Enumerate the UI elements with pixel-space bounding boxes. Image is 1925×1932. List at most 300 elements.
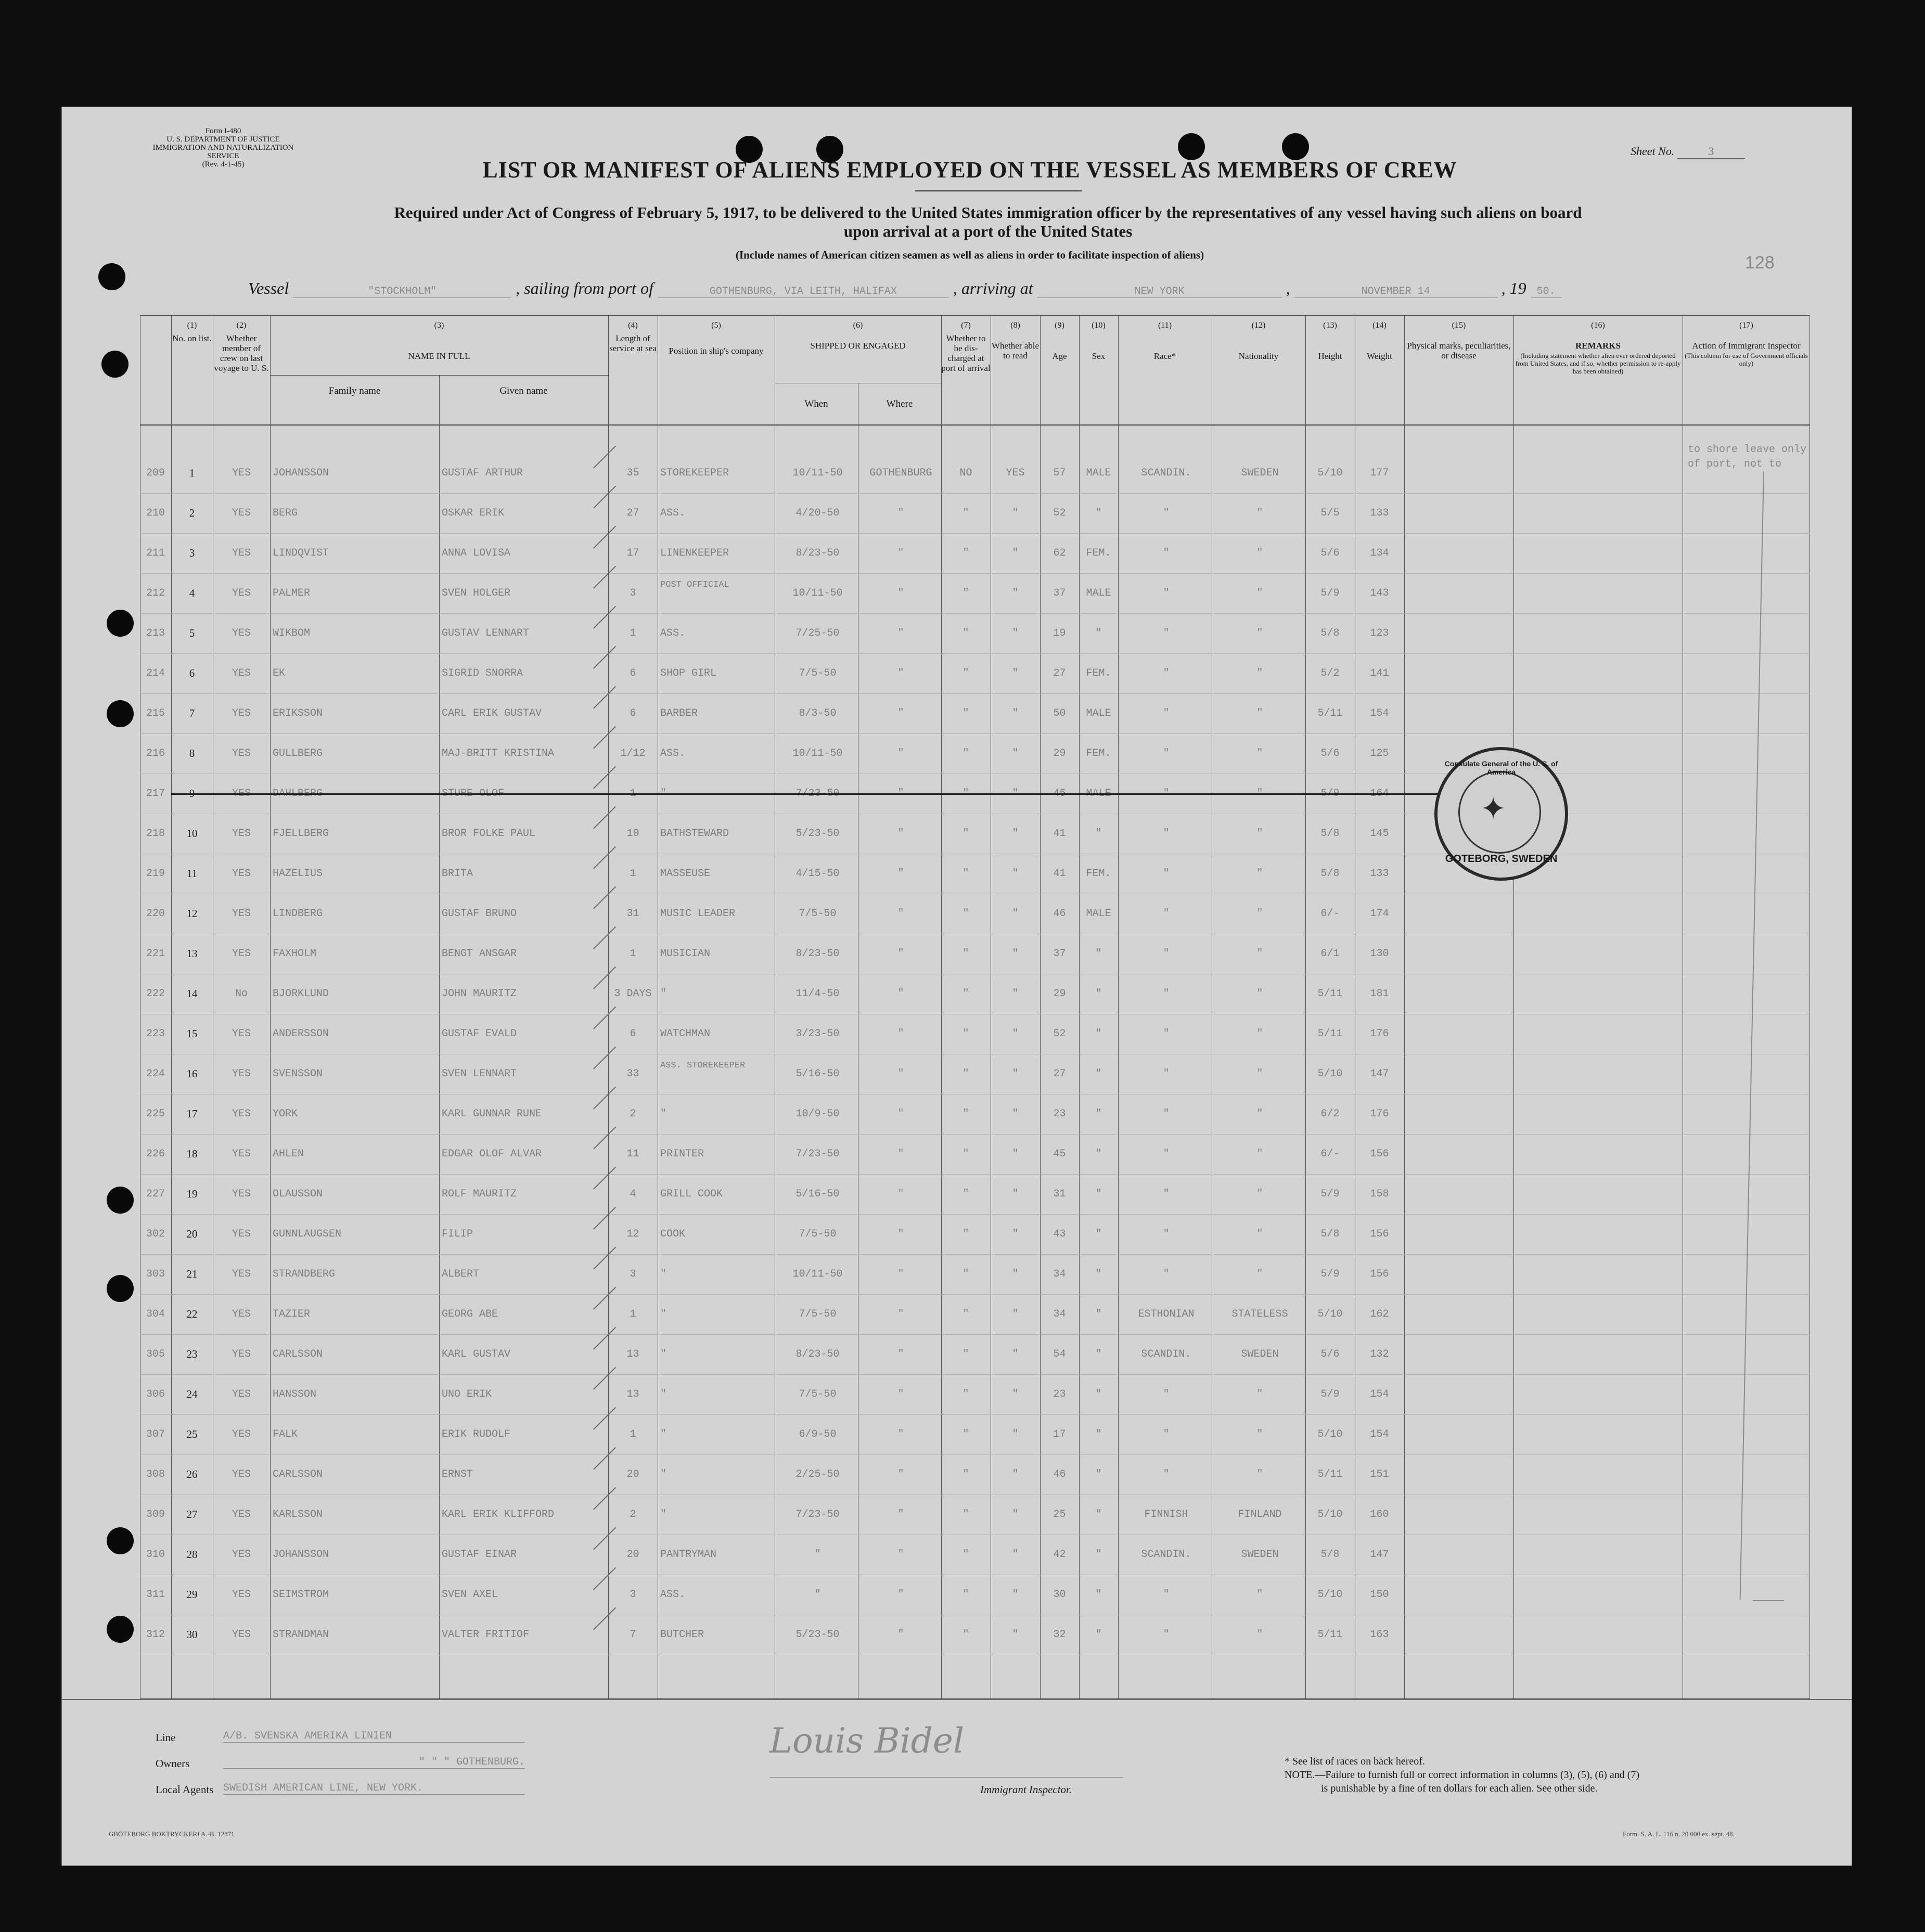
cell-when: 8/23-50 [795, 948, 840, 960]
column-header-age [1040, 315, 1080, 424]
sheet-number-label: Sheet No. [1631, 145, 1675, 158]
cell-family: FAXHOLM [273, 948, 317, 960]
cell-weight: 134 [1370, 547, 1389, 559]
cell-nat: " [1256, 1469, 1263, 1480]
cell-weight: 154 [1370, 1388, 1389, 1400]
column-header-physical [1404, 315, 1514, 424]
column-header-height [1305, 315, 1355, 424]
cell-where: " [897, 507, 904, 519]
cell-service: 1/12 [620, 748, 646, 759]
column-header-race [1118, 315, 1212, 424]
form-code: Form. S. A. L. 116 n. 20 000 ex. sept. 48. [1623, 1830, 1735, 1838]
cell-height: 5/8 [1320, 828, 1340, 840]
cell-nat: " [1256, 908, 1263, 920]
cell-prev: YES [232, 707, 251, 719]
cell-sex: FEM. [1086, 667, 1111, 679]
cell-race: " [1163, 1148, 1170, 1160]
cell-where: " [897, 1509, 904, 1521]
cell-where: " [897, 1348, 904, 1360]
cell-given: MAJ-BRITT KRISTINA [442, 748, 555, 759]
table-row [140, 613, 1810, 654]
cell-age: 54 [1053, 1348, 1066, 1360]
cell-service: 1 [630, 1428, 636, 1440]
column-number: (1) [187, 321, 197, 330]
cell-disch: " [962, 1549, 969, 1561]
cell-when: 3/23-50 [795, 1028, 840, 1040]
requirement-line-2: upon arrival at a port of the United States [843, 222, 1133, 240]
cell-when: 6/9-50 [799, 1428, 837, 1440]
cell-disch: " [962, 1388, 969, 1400]
cell-prev: YES [232, 507, 251, 519]
cell-height: 5/10 [1317, 1428, 1343, 1440]
cell-code: 212 [146, 587, 165, 599]
table-row [140, 894, 1810, 934]
cell-when: 11/4-50 [795, 988, 840, 1000]
cell-race: " [1163, 1469, 1170, 1480]
cell-disch: " [962, 1469, 969, 1480]
cell-sex: " [1095, 1308, 1102, 1320]
cell-code: 306 [146, 1388, 165, 1400]
cell-where: " [897, 1068, 904, 1080]
cell-where: " [897, 1148, 904, 1160]
cell-disch: " [962, 948, 969, 960]
cell-weight: 158 [1370, 1188, 1389, 1200]
cell-where: " [897, 908, 904, 920]
cell-height: 5/10 [1317, 1589, 1343, 1601]
cell-disch: " [962, 1108, 969, 1120]
cell-code: 304 [146, 1308, 165, 1320]
cell-nat: " [1256, 868, 1263, 880]
service-name: IMMIGRATION AND NATURALIZATION SERVICE [152, 144, 294, 160]
column-label: Whether able to read [991, 341, 1040, 360]
table-row [140, 1014, 1810, 1054]
cell-position: ASS. [660, 507, 686, 519]
column-number: (11) [1158, 321, 1172, 330]
cell-given: CARL ERIK GUSTAV [442, 707, 542, 719]
cell-position: " [660, 788, 667, 800]
cell-race: " [1163, 1068, 1170, 1080]
agents-value: SWEDISH AMERICAN LINE, NEW YORK. [223, 1782, 525, 1795]
cell-disch: " [962, 1068, 969, 1080]
cell-read: " [1012, 788, 1019, 800]
cell-where: " [897, 828, 904, 840]
cell-service: 31 [626, 908, 639, 920]
table-row [140, 533, 1810, 574]
cell-weight: 156 [1370, 1148, 1389, 1160]
cell-age: 41 [1053, 828, 1066, 840]
cell-age: 52 [1053, 507, 1066, 519]
form-revision: (Rev. 4-1-45) [202, 160, 245, 169]
cell-sex: " [1095, 828, 1102, 840]
cell-nat: " [1256, 627, 1263, 639]
cell-service: 2 [630, 1108, 636, 1120]
cell-prev: YES [232, 868, 251, 880]
cell-age: 30 [1053, 1589, 1066, 1601]
cell-age: 42 [1053, 1549, 1066, 1561]
cell-sex: " [1095, 1068, 1102, 1080]
cell-where: " [897, 1308, 904, 1320]
cell-no: 16 [186, 1067, 198, 1080]
table-row [140, 1575, 1810, 1615]
cell-nat: " [1256, 1068, 1263, 1080]
cell-position: COOK [660, 1228, 686, 1240]
cell-service: 1 [630, 868, 636, 880]
column-label: No. on list. [172, 333, 212, 343]
cell-race: " [1163, 748, 1170, 759]
column-header-service [608, 315, 658, 424]
printer-imprint: GBÖTEBORG BOKTRYCKERI A.-B. 12871 [109, 1830, 235, 1838]
cell-code: 227 [146, 1188, 165, 1200]
cell-no: 7 [189, 707, 195, 719]
cell-service: 7 [630, 1629, 636, 1641]
separator: , [1286, 279, 1290, 298]
cell-disch: " [962, 1509, 969, 1521]
cell-position: BUTCHER [660, 1629, 704, 1641]
cell-code: 310 [146, 1549, 165, 1561]
cell-nat: SWEDEN [1241, 467, 1279, 479]
cell-sex: " [1095, 1469, 1102, 1480]
inspector-label: Immigrant Inspector. [980, 1783, 1072, 1796]
cell-where: " [897, 627, 904, 639]
cell-read: " [1012, 1028, 1019, 1040]
cell-family: HAZELIUS [273, 868, 323, 880]
cell-height: 5/11 [1317, 1629, 1343, 1641]
cell-position: ASS. [660, 627, 686, 639]
cell-nat: " [1256, 988, 1263, 1000]
cell-no: 12 [186, 907, 198, 920]
cell-given: BRITA [442, 868, 473, 880]
cell-read: " [1012, 1308, 1019, 1320]
cell-when: 4/15-50 [795, 868, 840, 880]
cell-family: FALK [273, 1428, 298, 1440]
cell-read: " [1012, 948, 1019, 960]
cell-weight: 133 [1370, 507, 1389, 519]
cell-prev: YES [232, 1509, 251, 1521]
cell-service: 17 [626, 547, 639, 559]
eagle-icon: ✦ [1480, 792, 1507, 826]
cell-height: 5/8 [1320, 868, 1340, 880]
cell-sex: " [1095, 1589, 1102, 1601]
cell-nat: " [1256, 948, 1263, 960]
cell-code: 302 [146, 1228, 165, 1240]
cell-family: LINDBERG [273, 908, 323, 920]
cell-read: " [1012, 1188, 1019, 1200]
cell-service: 2 [630, 1509, 636, 1521]
cell-no: 11 [186, 867, 198, 880]
cell-sex: MALE [1086, 587, 1111, 599]
cell-age: 19 [1053, 627, 1066, 639]
cell-race: " [1163, 587, 1170, 599]
cell-when: 10/11-50 [792, 748, 843, 759]
arrival-year: 50. [1531, 286, 1562, 298]
cell-race: " [1163, 547, 1170, 559]
cell-height: 5/9 [1320, 1268, 1340, 1280]
cell-race: " [1163, 1589, 1170, 1601]
cell-position: BATHSTEWARD [660, 828, 729, 840]
cell-disch: " [962, 988, 969, 1000]
column-label: Height [1318, 351, 1342, 361]
cell-sex: " [1095, 948, 1102, 960]
cell-nat: " [1256, 1188, 1263, 1200]
cell-disch: " [962, 1308, 969, 1320]
column-label: Action of Immigrant Inspector [1692, 341, 1801, 351]
cell-family: FJELLBERG [273, 828, 329, 840]
cell-service: 33 [626, 1068, 639, 1080]
cell-prev: YES [232, 467, 251, 479]
cell-position: MUSIC LEADER [660, 908, 736, 920]
cell-prev: YES [232, 547, 251, 559]
cell-where: " [897, 1629, 904, 1641]
cell-no: 20 [186, 1228, 198, 1240]
cell-race: " [1163, 788, 1170, 800]
column-label: REMARKS [1575, 341, 1621, 351]
cell-family: HANSSON [273, 1388, 317, 1400]
cell-position: " [660, 1388, 667, 1400]
cell-no: 8 [189, 747, 195, 759]
cell-where: " [897, 707, 904, 719]
cell-sex: " [1095, 1509, 1102, 1521]
column-number: (7) [961, 321, 971, 330]
column-label: Length of service at sea [609, 333, 657, 353]
column-header-previous-voyage [213, 315, 271, 424]
cell-family: KARLSSON [273, 1509, 323, 1521]
cell-age: 32 [1053, 1629, 1066, 1641]
cell-family: JOHANSSON [273, 467, 329, 479]
cell-nat: " [1256, 788, 1263, 800]
cell-race: " [1163, 1428, 1170, 1440]
cell-read: " [1012, 1228, 1019, 1240]
punch-hole [107, 1527, 134, 1554]
cell-height: 5/9 [1320, 788, 1340, 800]
cell-disch: " [962, 547, 969, 559]
cell-prev: YES [232, 1108, 251, 1120]
cell-prev: YES [232, 1348, 251, 1360]
cell-code: 218 [146, 828, 165, 840]
cell-race: SCANDIN. [1141, 1348, 1191, 1360]
cell-where: GOTHENBURG [869, 467, 932, 479]
cell-service: 6 [630, 667, 636, 679]
cell-race: " [1163, 707, 1170, 719]
column-number: (10) [1092, 321, 1106, 330]
table-row [140, 934, 1810, 974]
when-header: When [804, 398, 828, 409]
cell-read: " [1012, 1068, 1019, 1080]
cell-when: 7/23-50 [795, 1148, 840, 1160]
cell-no: 27 [186, 1508, 198, 1521]
cell-prev: YES [232, 1428, 251, 1440]
cell-read: " [1012, 1348, 1019, 1360]
cell-given: SVEN AXEL [442, 1589, 498, 1601]
cell-position: LINENKEEPER [660, 547, 729, 559]
column-header-position [658, 315, 775, 424]
stamp-bottom-text: GOTEBORG, SWEDEN [1445, 853, 1558, 865]
cell-weight: 174 [1370, 908, 1389, 920]
cell-race: " [1163, 1108, 1170, 1120]
fine-note-continued: is punishable by a fine of ten dollars for each alien. See other side. [1321, 1783, 1598, 1794]
cell-position: ASS. [660, 1589, 686, 1601]
page-title: LIST OR MANIFEST OF ALIENS EMPLOYED ON THE VESSEL AS MEMBERS OF CREW [482, 157, 1457, 183]
remarks-note: (Including statement whether alien ever ordered deported from United States, and if so, whether permission to re-apply has been obtained) [1515, 352, 1681, 375]
cell-prev: YES [232, 587, 251, 599]
cell-nat: " [1256, 1589, 1263, 1601]
cell-when: 4/20-50 [795, 507, 840, 519]
cell-code: 209 [146, 467, 165, 479]
cell-when: 10/9-50 [795, 1108, 840, 1120]
cell-weight: 156 [1370, 1268, 1389, 1280]
cell-weight: 130 [1370, 948, 1389, 960]
family-name-header: Family name [328, 385, 381, 396]
cell-position: MASSEUSE [660, 868, 711, 880]
column-number: (15) [1452, 321, 1466, 330]
cell-race: " [1163, 988, 1170, 1000]
table-row [140, 1174, 1810, 1215]
cell-nat: " [1256, 1629, 1263, 1641]
cell-no: 14 [186, 987, 198, 1000]
cell-given: UNO ERIK [442, 1388, 492, 1400]
cell-code: 210 [146, 507, 165, 519]
vessel-label: Vessel [248, 279, 289, 298]
cell-sex: MALE [1086, 908, 1111, 920]
cell-code: 217 [146, 788, 165, 800]
cell-age: 34 [1053, 1308, 1066, 1320]
cell-family: JOHANSSON [273, 1549, 329, 1561]
column-header-code [140, 315, 172, 424]
arriving-label: , arriving at [953, 279, 1033, 298]
cell-service: 1 [630, 948, 636, 960]
cell-height: 5/10 [1317, 1308, 1343, 1320]
cell-position: MUSICIAN [660, 948, 711, 960]
column-label: Age [1052, 351, 1067, 361]
cell-code: 312 [146, 1629, 165, 1641]
cell-disch: " [962, 707, 969, 719]
cell-nat: " [1256, 707, 1263, 719]
table-row [140, 453, 1810, 494]
cell-sex: " [1095, 1148, 1102, 1160]
cell-when: 7/5-50 [799, 908, 837, 920]
cell-nat: " [1256, 667, 1263, 679]
cell-when: 7/23-50 [795, 1509, 840, 1521]
cell-prev: YES [232, 948, 251, 960]
table-row [140, 1054, 1810, 1094]
cell-sex: " [1095, 1428, 1102, 1440]
races-note: * See list of races on back hereof. [1285, 1756, 1425, 1767]
cell-read: " [1012, 587, 1019, 599]
cell-no: 3 [189, 547, 195, 559]
cell-prev: YES [232, 1589, 251, 1601]
cell-age: 46 [1053, 1469, 1066, 1480]
cell-nat: " [1256, 1268, 1263, 1280]
column-label: SHIPPED OR ENGAGED [810, 341, 906, 351]
arrival-date: NOVEMBER 14 [1294, 286, 1497, 298]
cell-family: TAZIER [273, 1308, 311, 1320]
column-header-no [171, 315, 213, 424]
cell-when: 8/23-50 [795, 1348, 840, 1360]
cell-read: " [1012, 1428, 1019, 1440]
cell-no: 24 [186, 1388, 198, 1400]
cell-given: KARL GUSTAV [442, 1348, 511, 1360]
cell-where: " [897, 1428, 904, 1440]
cell-service: 4 [630, 1188, 636, 1200]
column-header-remarks [1513, 315, 1683, 424]
cell-age: 46 [1053, 908, 1066, 920]
arrival-port: NEW YORK [1037, 286, 1282, 298]
punch-hole [107, 610, 134, 637]
column-label: Whether to be dis-charged at port of arrival [941, 333, 991, 373]
column-number: (2) [236, 321, 247, 330]
punch-hole [107, 700, 134, 727]
cell-no: 26 [186, 1468, 198, 1480]
cell-nat: " [1256, 1028, 1263, 1040]
cell-weight: 160 [1370, 1509, 1389, 1521]
cell-height: 5/6 [1320, 547, 1340, 559]
cell-age: 57 [1053, 467, 1066, 479]
cell-weight: 176 [1370, 1028, 1389, 1040]
cell-height: 6/2 [1320, 1108, 1340, 1120]
cell-disch: " [962, 1268, 969, 1280]
cell-position: ASS. STOREKEEPER [660, 1061, 746, 1071]
cell-nat: " [1256, 507, 1263, 519]
cell-service: 13 [626, 1388, 639, 1400]
column-label: Whether member of crew on last voyage to U. S. [214, 333, 269, 373]
cell-given: ANNA LOVISA [442, 547, 511, 559]
cell-height: 5/9 [1320, 587, 1340, 599]
cell-age: 45 [1053, 788, 1066, 800]
cell-position: " [660, 1469, 667, 1480]
cell-sex: " [1095, 1028, 1102, 1040]
column-label: Nationality [1238, 351, 1279, 361]
column-number: (12) [1251, 321, 1266, 330]
cell-code: 215 [146, 707, 165, 719]
cell-race: " [1163, 667, 1170, 679]
cell-read: " [1012, 868, 1019, 880]
cell-read: " [1012, 667, 1019, 679]
cell-when: 10/11-50 [792, 587, 843, 599]
cell-disch: " [962, 1188, 969, 1200]
cell-nat: " [1256, 1428, 1263, 1440]
cell-family: ANDERSSON [273, 1028, 329, 1040]
cell-height: 5/8 [1320, 1549, 1340, 1561]
cell-given: SVEN HOLGER [442, 587, 511, 599]
cell-sex: MALE [1086, 788, 1111, 800]
punch-hole [107, 1616, 134, 1643]
cell-disch: " [962, 1629, 969, 1641]
table-row [140, 693, 1810, 734]
cell-given: ROLF MAURITZ [442, 1188, 517, 1200]
cell-given: BROR FOLKE PAUL [442, 828, 536, 840]
column-header-action [1683, 315, 1810, 424]
cell-height: 5/5 [1320, 507, 1340, 519]
cell-code: 226 [146, 1148, 165, 1160]
column-number: (3) [434, 321, 444, 330]
cell-given: ALBERT [442, 1268, 480, 1280]
cell-family: CARLSSON [273, 1469, 323, 1480]
cell-nat: " [1256, 547, 1263, 559]
cell-code: 214 [146, 667, 165, 679]
table-row [140, 1615, 1810, 1655]
column-number: (9) [1055, 321, 1064, 330]
cell-weight: 154 [1370, 1428, 1389, 1440]
cell-age: 23 [1053, 1108, 1066, 1120]
cell-nat: " [1256, 587, 1263, 599]
column-number: (17) [1739, 321, 1753, 330]
cell-weight: 147 [1370, 1549, 1389, 1561]
requirement-text [182, 203, 1794, 241]
cell-given: FILIP [442, 1228, 473, 1240]
cell-race: " [1163, 627, 1170, 639]
cell-code: 303 [146, 1268, 165, 1280]
cell-weight: 156 [1370, 1228, 1389, 1240]
cell-no: 1 [189, 467, 195, 479]
